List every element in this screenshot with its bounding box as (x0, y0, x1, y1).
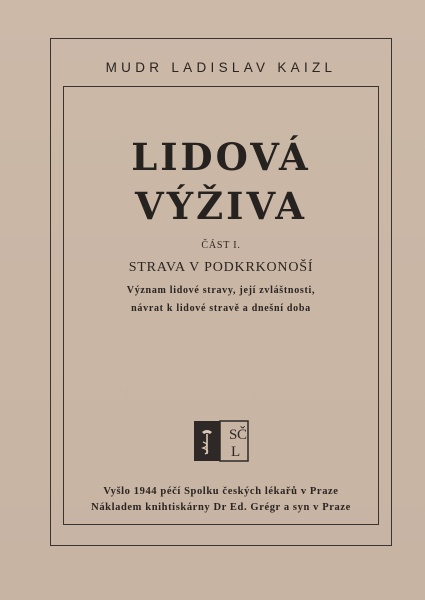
author-name: MUDR LADISLAV KAIZL (105, 60, 337, 75)
title-line-2: VÝŽIVA (135, 184, 307, 228)
publisher-logo-icon (193, 420, 249, 462)
title-line-1: LIDOVÁ (131, 135, 311, 179)
publisher-line-1: Vyšlo 1944 péčí Spolku českých lékařů v Praze (103, 486, 339, 497)
description-line-2: návrat k lidové stravě a dnešní doba (131, 303, 311, 314)
svg-text:S: S (229, 427, 238, 443)
description-line-1: Význam lidové stravy, její zvláštnosti, (126, 285, 316, 296)
publisher-line-2: Nákladem knihtiskárny Dr Ed. Grégr a syn v Praze (91, 502, 351, 513)
svg-text:Č: Č (237, 427, 248, 443)
part-number: ČÁST I. (201, 240, 241, 251)
svg-text:L: L (231, 444, 241, 460)
subtitle: STRAVA V PODKRKONOŠÍ (128, 260, 314, 275)
